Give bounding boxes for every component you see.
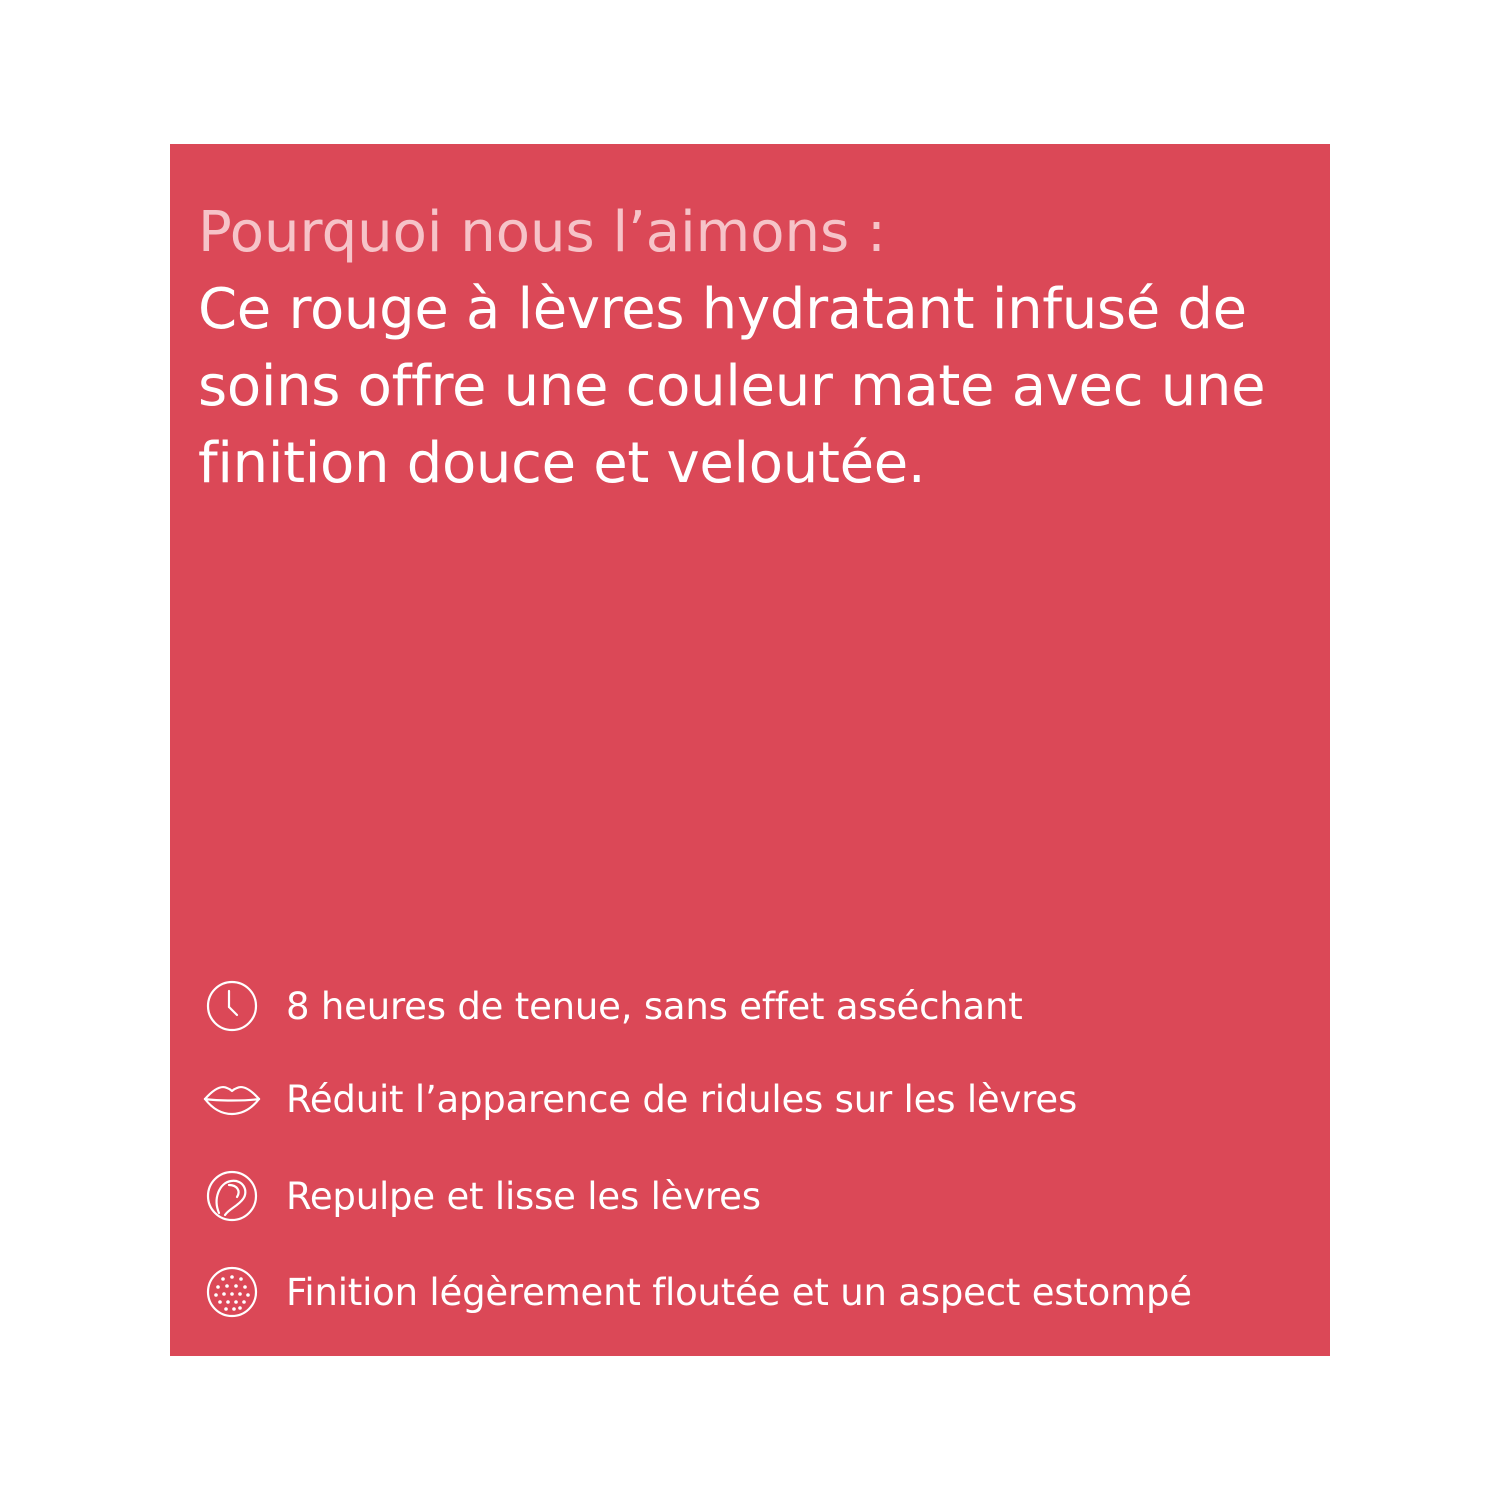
- feature-item-lines: [202, 1069, 1302, 1129]
- powder-icon: [202, 1262, 262, 1322]
- product-benefits-card: [170, 144, 1330, 1356]
- headline-body: Ce rouge à lèvres hydratant infusé de soins offre une couleur mate avec une finition douce et veloutée.: [198, 277, 1266, 496]
- lips-icon: [202, 1069, 262, 1129]
- feature-item-finish: [202, 1262, 1302, 1322]
- feature-label: Finition légèrement floutée et un aspect estompé: [286, 1270, 1192, 1314]
- feature-label: Réduit l’apparence de ridules sur les lèvres: [286, 1077, 1078, 1121]
- feature-item-plump: [202, 1166, 1302, 1226]
- feature-label: 8 heures de tenue, sans effet asséchant: [286, 984, 1023, 1028]
- headline-lead: Pourquoi nous l’aimons :: [198, 200, 886, 265]
- plump-icon: [202, 1166, 262, 1226]
- feature-label: Repulpe et lisse les lèvres: [286, 1174, 761, 1218]
- clock-icon: [202, 976, 262, 1036]
- feature-item-wear: [202, 976, 1302, 1036]
- headline: [198, 194, 1308, 502]
